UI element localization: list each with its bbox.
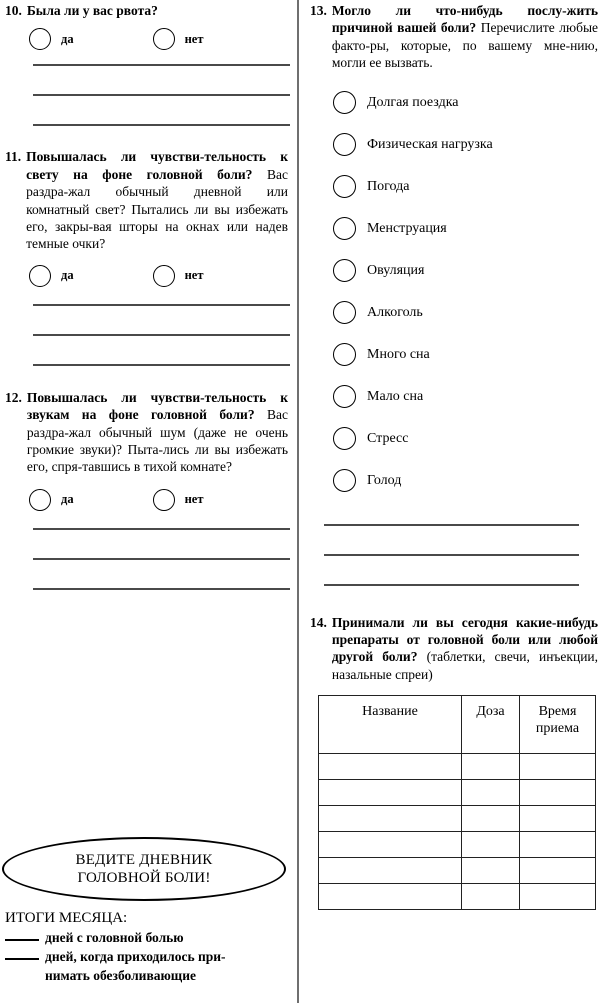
table-cell[interactable] [462, 832, 520, 858]
question-11-answers [5, 265, 288, 287]
writing-line[interactable] [324, 584, 579, 586]
question-12-answers [5, 489, 288, 511]
table-cell[interactable] [462, 754, 520, 780]
question-10-yes[interactable] [29, 28, 74, 50]
question-12-yes-label: да [61, 492, 74, 507]
question-13-option-4[interactable] [333, 250, 598, 292]
radio-circle-icon[interactable] [153, 265, 175, 287]
table-cell[interactable] [520, 780, 596, 806]
question-13-option-8[interactable] [333, 418, 598, 460]
question-13-option-label: Менструация [367, 220, 447, 236]
question-10-answers [5, 28, 288, 50]
table-header-time: Время приема [520, 696, 596, 754]
question-12-no[interactable] [153, 489, 204, 511]
question-13-option-label: Физическая нагрузка [367, 136, 493, 152]
table-row[interactable] [319, 780, 596, 806]
table-row[interactable] [319, 832, 596, 858]
question-11-number: 11. [5, 149, 22, 165]
question-13-option-label: Стресс [367, 430, 409, 446]
question-13-option-7[interactable] [333, 376, 598, 418]
radio-circle-icon[interactable] [333, 469, 356, 492]
blank-fill-line[interactable] [5, 947, 39, 960]
radio-circle-icon[interactable] [29, 489, 51, 511]
writing-line[interactable] [33, 124, 290, 126]
question-13-option-0[interactable] [333, 82, 598, 124]
question-13-option-2[interactable] [333, 166, 598, 208]
question-13-option-label: Мало сна [367, 388, 424, 404]
question-10 [5, 2, 288, 19]
question-13-option-6[interactable] [333, 334, 598, 376]
banner-line-1: ВЕДИТЕ ДНЕВНИК [75, 852, 213, 868]
right-column [298, 0, 600, 1003]
question-14-number: 14. [310, 614, 327, 630]
table-row[interactable] [319, 806, 596, 832]
question-14-text: Принимали ли вы сегодня какие-нибудь препараты от головной боли или любой другой боли? (таблетки, свечи, инъекции, назальные спреи) [331, 614, 599, 682]
question-13-option-3[interactable] [333, 208, 598, 250]
totals-row-medication-days [5, 947, 295, 966]
question-12-number: 12. [5, 389, 22, 405]
radio-circle-icon[interactable] [153, 28, 175, 50]
question-13-number: 13. [310, 3, 327, 18]
question-13-option-1[interactable] [333, 124, 598, 166]
totals-row-headache-days-label: дней с головной болью [45, 930, 184, 945]
table-row[interactable] [319, 858, 596, 884]
question-11-no[interactable] [153, 265, 204, 287]
question-13 [310, 2, 598, 72]
radio-circle-icon[interactable] [29, 28, 51, 50]
question-13-text: Могло ли что-нибудь послу‑жить причиной вашей боли? Перечислите любые факто‑ры, которые, по вашему мне‑нию, могли ее вызвать. [331, 3, 599, 71]
question-13-option-5[interactable] [333, 292, 598, 334]
table-row[interactable] [319, 754, 596, 780]
radio-circle-icon[interactable] [333, 343, 356, 366]
question-12-yes[interactable] [29, 489, 74, 511]
question-10-text: Была ли у вас рвота? [26, 3, 158, 18]
question-10-no-label: нет [184, 31, 204, 46]
question-13-option-list [310, 82, 598, 502]
radio-circle-icon[interactable] [333, 427, 356, 450]
writing-line[interactable] [33, 558, 290, 560]
question-12-writing-lines[interactable] [5, 528, 288, 590]
medication-table [318, 695, 596, 910]
radio-circle-icon[interactable] [333, 133, 356, 156]
table-cell[interactable] [520, 806, 596, 832]
question-11 [5, 148, 288, 252]
question-11-text: Повышалась ли чувстви‑тельность к свету на фоне головной боли? Вас раздра‑жал обычный дневной или комнатный свет? Пытались ли вы избежать его, закры‑вая шторы на окнах или надев темные очки? [26, 149, 288, 252]
writing-line[interactable] [33, 364, 290, 366]
totals-row-medication-days-label: дней, когда приходилось при- [45, 949, 226, 964]
writing-line[interactable] [33, 64, 290, 66]
table-row[interactable] [319, 884, 596, 910]
totals-row-medication-days-continuation: нимать обезболивающие [45, 968, 196, 983]
radio-circle-icon[interactable] [333, 385, 356, 408]
banner-line-2: ГОЛОВНОЙ БОЛИ! [77, 870, 211, 886]
radio-circle-icon[interactable] [333, 91, 356, 114]
table-cell[interactable] [319, 858, 462, 884]
table-cell[interactable] [319, 754, 462, 780]
radio-circle-icon[interactable] [153, 489, 175, 511]
table-cell[interactable] [520, 884, 596, 910]
question-11-yes[interactable] [29, 265, 74, 287]
question-10-writing-lines[interactable] [5, 64, 288, 126]
table-cell[interactable] [520, 832, 596, 858]
writing-line[interactable] [33, 528, 290, 530]
monthly-totals [5, 908, 295, 985]
table-cell[interactable] [462, 806, 520, 832]
question-12-text: Повышалась ли чувстви‑тельность к звукам на фоне головной боли? Вас раздра‑жал обычный шум (даже не очень громкие звуки)? Пыта‑лись ли вы избежать его, спря‑тавшись в тихой комнате? [26, 389, 288, 475]
question-13-writing-lines[interactable] [310, 524, 598, 586]
totals-row-headache-days [5, 928, 295, 947]
table-cell[interactable] [319, 832, 462, 858]
left-column [0, 0, 298, 1003]
question-13-option-label: Голод [367, 472, 402, 488]
radio-circle-icon[interactable] [333, 175, 356, 198]
question-14 [310, 614, 598, 684]
blank-fill-line[interactable] [5, 928, 39, 941]
radio-circle-icon[interactable] [333, 259, 356, 282]
table-header-row [319, 696, 596, 754]
writing-line[interactable] [33, 94, 290, 96]
question-13-option-label: Алкоголь [367, 304, 423, 320]
writing-line[interactable] [33, 588, 290, 590]
diary-reminder-banner [2, 837, 286, 901]
question-10-number: 10. [5, 3, 22, 18]
table-cell[interactable] [520, 858, 596, 884]
radio-circle-icon[interactable] [333, 301, 356, 324]
monthly-totals-title: ИТОГИ МЕСЯЦА: [5, 910, 128, 926]
question-13-option-label: Долгая поездка [367, 94, 459, 110]
table-cell[interactable] [520, 754, 596, 780]
writing-line[interactable] [33, 304, 290, 306]
question-12 [5, 389, 288, 476]
table-cell[interactable] [319, 884, 462, 910]
question-13-option-label: Овуляция [367, 262, 425, 278]
question-10-yes-label: да [61, 31, 74, 46]
table-cell[interactable] [319, 806, 462, 832]
writing-line[interactable] [324, 554, 579, 556]
question-13-option-label: Много сна [367, 346, 430, 362]
table-header-dose: Доза [462, 696, 520, 754]
writing-line[interactable] [33, 334, 290, 336]
table-cell[interactable] [319, 780, 462, 806]
question-12-no-label: нет [184, 492, 204, 507]
question-11-yes-label: да [61, 268, 74, 283]
question-11-no-label: нет [184, 268, 204, 283]
table-cell[interactable] [462, 884, 520, 910]
radio-circle-icon[interactable] [29, 265, 51, 287]
question-13-option-9[interactable] [333, 460, 598, 502]
medication-table-body [319, 754, 596, 910]
table-cell[interactable] [462, 780, 520, 806]
question-13-option-label: Погода [367, 178, 410, 194]
column-divider [297, 0, 299, 1003]
table-cell[interactable] [462, 858, 520, 884]
table-header-name: Название [319, 696, 462, 754]
question-11-writing-lines[interactable] [5, 304, 288, 366]
question-10-no[interactable] [153, 28, 204, 50]
radio-circle-icon[interactable] [333, 217, 356, 240]
writing-line[interactable] [324, 524, 579, 526]
